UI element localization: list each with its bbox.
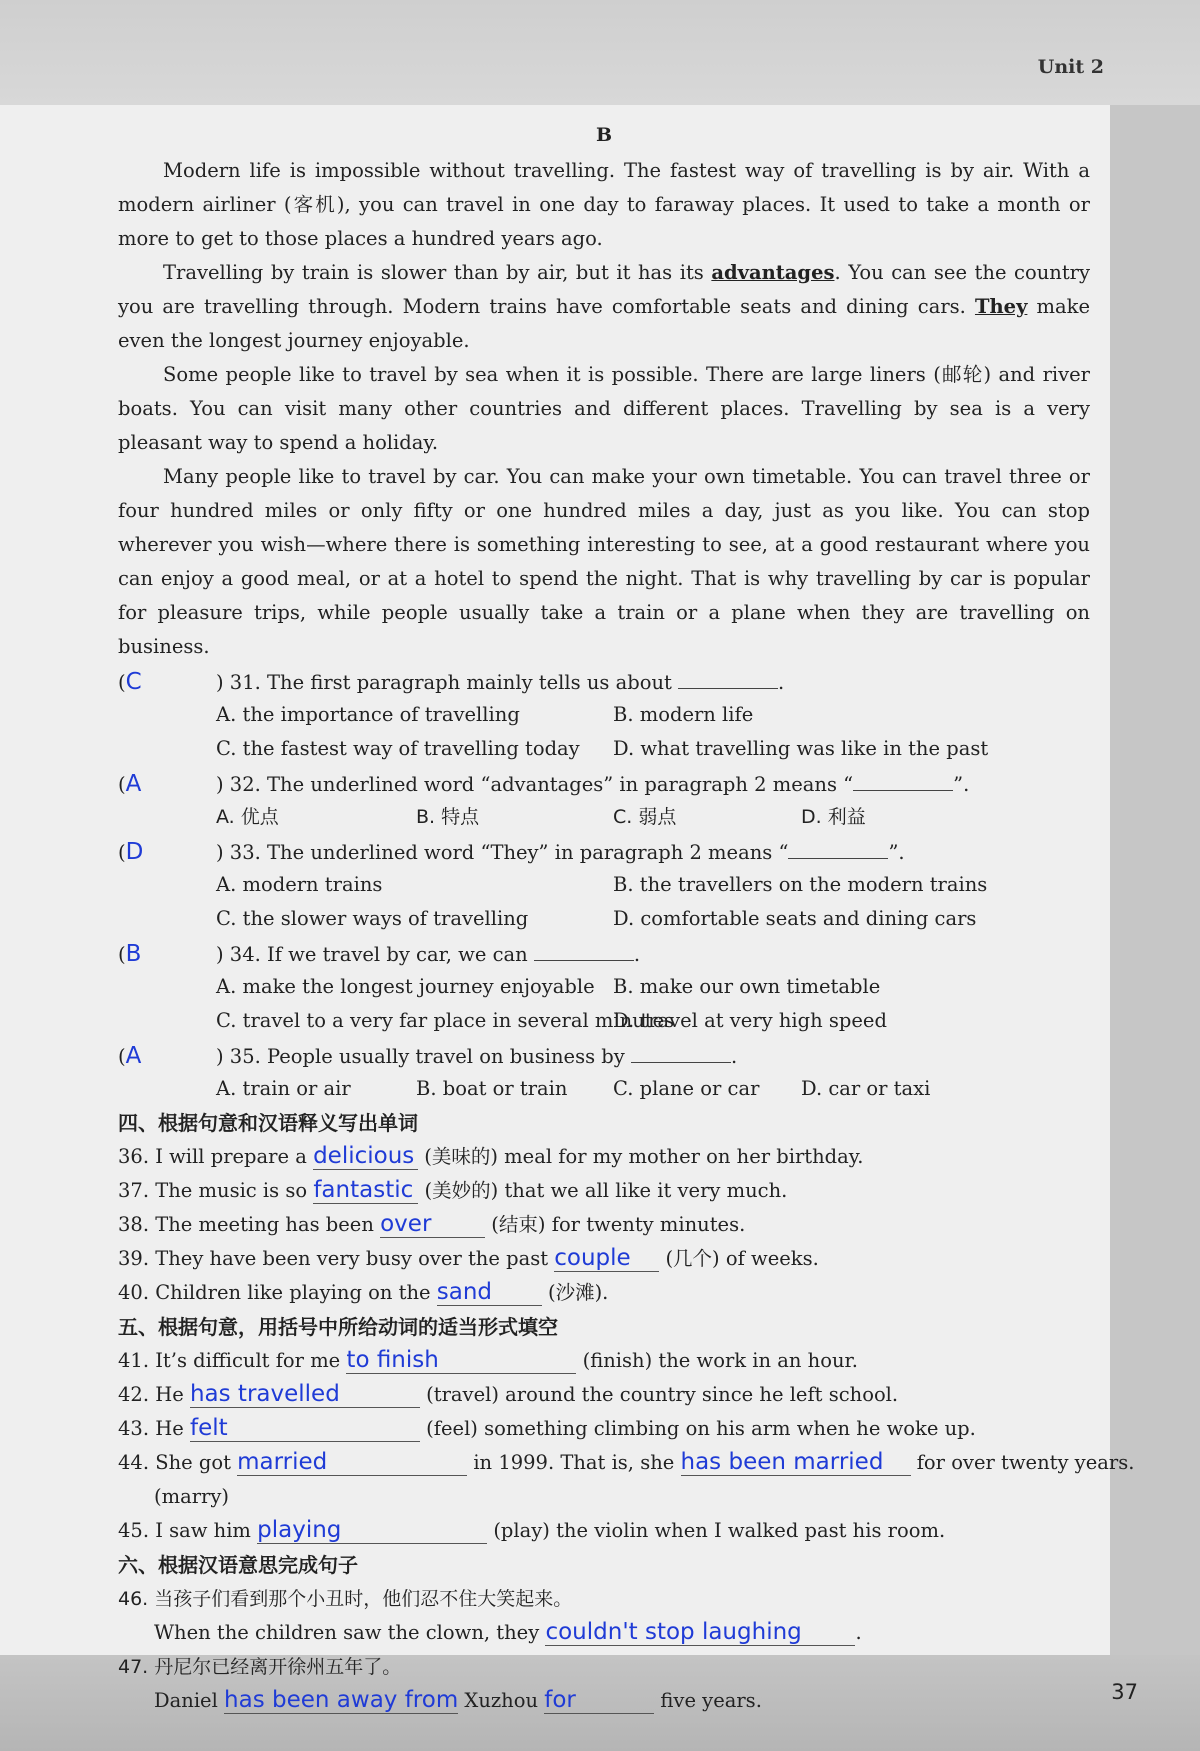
q-text: in 1999. That is, she [467,1451,681,1474]
unit-label: Unit 2 [1037,56,1104,78]
question-stem: ) 34. If we travel by car, we can [216,943,528,966]
question-38 [118,1208,1090,1242]
q-text: (结束) for twenty minutes. [485,1213,746,1236]
section-5-heading: 五、根据句意，用括号中所给动词的适当形式填空 [118,1315,558,1339]
question-34 [118,936,1090,970]
option: D. car or taxi [801,1077,931,1100]
section-6-heading: 六、根据汉语意思完成句子 [118,1553,358,1577]
blank [534,936,634,961]
stem-tail: . [731,1045,738,1068]
answer-paren: (D [118,835,216,870]
blank [631,1038,731,1063]
option: D. travel at very high speed [613,1009,887,1032]
option: A. modern trains [216,873,383,896]
q-text: 41. It’s difficult for me [118,1349,347,1372]
q-text: (几个) of weeks. [659,1247,819,1270]
option: C. 弱点 [613,806,677,828]
options-34a [118,970,1090,1004]
q-text: (美妙的) that we all like it very much. [418,1179,788,1202]
question-44-cont: (marry) [154,1485,229,1508]
answer-paren: (A [118,767,216,802]
answer-39[interactable]: couple [554,1245,659,1272]
worksheet-content [118,118,1135,1718]
passage-paragraph-2 [118,256,1090,358]
q-text: 44. She got [118,1451,238,1474]
answer-42[interactable]: has travelled [190,1381,420,1408]
q-text: 39. They have been very busy over the past [118,1247,555,1270]
question-stem: ) 32. The underlined word “advantages” in paragraph 2 means “ [216,773,854,796]
keyword-they: They [974,295,1028,318]
passage-paragraph-4: Many people like to travel by car. You can make your own timetable. You can travel three or four hundred miles or only fifty or one hundred miles a day, just as you like. You can stop wherever you wish—where there is something interesting to see, at a good restaurant where you can enjoy a good meal, or at a hotel to spend the night. That is why travelling by car is popular for pleasure trips, while people usually take a train or a plane when they are travelling on business. [118,465,1090,658]
option: C. plane or car [613,1077,760,1100]
option: C. the slower ways of travelling [216,907,529,930]
question-31 [118,664,1090,698]
option: A. the importance of travelling [216,703,520,726]
answer-paren: (C [118,665,216,700]
answer-31[interactable]: C [125,669,142,695]
answer-44a[interactable]: married [237,1449,467,1476]
options-32 [118,800,1090,834]
answer-36[interactable]: delicious [313,1143,418,1170]
option: A. 优点 [216,806,279,828]
answer-paren: (B [118,937,216,972]
question-32 [118,766,1090,800]
passage-paragraph-3: Some people like to travel by sea when it is possible. There are large liners (邮轮) and river boats. You can visit many other countries and different places. Travelling by sea is a very pleasant way to spend a holiday. [118,363,1090,454]
q-text: Xuzhou [458,1689,545,1712]
question-46-chinese: 46. 当孩子们看到那个小丑时，他们忍不住大笑起来。 [118,1588,573,1610]
answer-40[interactable]: sand [437,1279,542,1306]
option: A. train or air [216,1077,351,1100]
question-35 [118,1038,1090,1072]
question-stem: ) 35. People usually travel on business by [216,1045,625,1068]
q-text: 36. I will prepare a [118,1145,314,1168]
answer-47b[interactable]: for [544,1687,654,1714]
q-text: (沙滩). [541,1281,609,1304]
q-text: (finish) the work in an hour. [576,1349,858,1372]
q-text: When the children saw the clown, they [154,1621,546,1644]
question-stem: ) 33. The underlined word “They” in paragraph 2 means “ [216,841,789,864]
q-text: 43. He [118,1417,190,1440]
options-33a [118,868,1090,902]
page-top-margin [0,0,1200,105]
options-31a [118,698,1090,732]
blank [853,766,953,791]
answer-43[interactable]: felt [190,1415,420,1442]
options-33b [118,902,1090,936]
q-text: for over twenty years. [910,1451,1135,1474]
q-text: 38. The meeting has been [118,1213,381,1236]
page-edge-shadow [1110,105,1200,1655]
q-text: (feel) something climbing on his arm when he woke up. [419,1417,976,1440]
question-39 [118,1242,1090,1276]
answer-37[interactable]: fantastic [313,1177,418,1204]
p2-text-b: . You can see the country you are travelling through. Modern trains have comfortable seats and dining cars. [118,261,1091,318]
answer-paren: (A [118,1039,216,1074]
blank [678,664,778,689]
stem-tail: ”. [888,841,905,864]
stem-tail: . [778,671,785,694]
passage-paragraph-1: Modern life is impossible without travelling. The fastest way of travelling is by air. With a modern airliner (客机), you can travel in one day to faraway places. It used to take a month or more to get to those places a hundred years ago. [118,159,1090,250]
blank [788,834,888,859]
question-47-chinese: 47. 丹尼尔已经离开徐州五年了。 [118,1656,402,1678]
options-35 [118,1072,1090,1106]
answer-38[interactable]: over [380,1211,485,1238]
answer-35[interactable]: A [125,1043,142,1069]
section-4-heading: 四、根据句意和汉语释义写出单词 [118,1111,418,1135]
answer-33[interactable]: D [125,839,144,865]
option: B. the travellers on the modern trains [613,873,988,896]
q-text: 42. He [118,1383,190,1406]
answer-32[interactable]: A [125,771,142,797]
option: B. 特点 [416,806,480,828]
q-text: . [855,1621,862,1644]
option: A. make the longest journey enjoyable [216,975,595,998]
answer-45[interactable]: playing [257,1517,487,1544]
q-text: Daniel [154,1689,225,1712]
question-43 [118,1412,1090,1446]
options-34b [118,1004,1090,1038]
q-text: 37. The music is so [118,1179,314,1202]
q-text: five years. [654,1689,762,1712]
answer-34[interactable]: B [125,941,142,967]
option: B. boat or train [416,1077,568,1100]
option: D. 利益 [801,806,866,828]
option: C. the fastest way of travelling today [216,737,580,760]
question-36 [118,1140,1090,1174]
options-31b [118,732,1090,766]
option: C. travel to a very far place in several minutes [216,1009,675,1032]
p2-text-c: make even the longest journey enjoyable. [118,295,1090,352]
question-33 [118,834,1090,868]
q-text: (travel) around the country since he left school. [419,1383,899,1406]
question-45 [118,1514,1090,1548]
question-stem: ) 31. The first paragraph mainly tells us about [216,671,672,694]
option: D. what travelling was like in the past [613,737,989,760]
q-text: 45. I saw him [118,1519,258,1542]
option: D. comfortable seats and dining cars [613,907,977,930]
answer-46[interactable]: couldn't stop laughing [545,1619,855,1646]
option: B. make our own timetable [613,975,881,998]
question-40 [118,1276,1090,1310]
answer-41[interactable]: to finish [346,1347,576,1374]
q-text: (美味的) meal for my mother on her birthday. [418,1145,864,1168]
page-number: 37 [1111,1680,1138,1704]
question-44 [118,1446,1135,1480]
question-41 [118,1344,1090,1378]
question-42 [118,1378,1090,1412]
option: B. modern life [613,703,754,726]
question-46 [118,1616,1090,1650]
keyword-advantages: advantages [711,261,835,284]
stem-tail: ”. [953,773,970,796]
answer-44b[interactable]: has been married [681,1449,911,1476]
question-37 [118,1174,1090,1208]
question-47 [118,1684,1090,1718]
answer-47a[interactable]: has been away from [224,1687,459,1713]
q-text: (play) the violin when I walked past his room. [487,1519,946,1542]
passage-letter: B [595,124,613,146]
q-text: 40. Children like playing on the [118,1281,437,1304]
p2-text-a: Travelling by train is slower than by air, but it has its [163,261,712,284]
stem-tail: . [633,943,641,966]
